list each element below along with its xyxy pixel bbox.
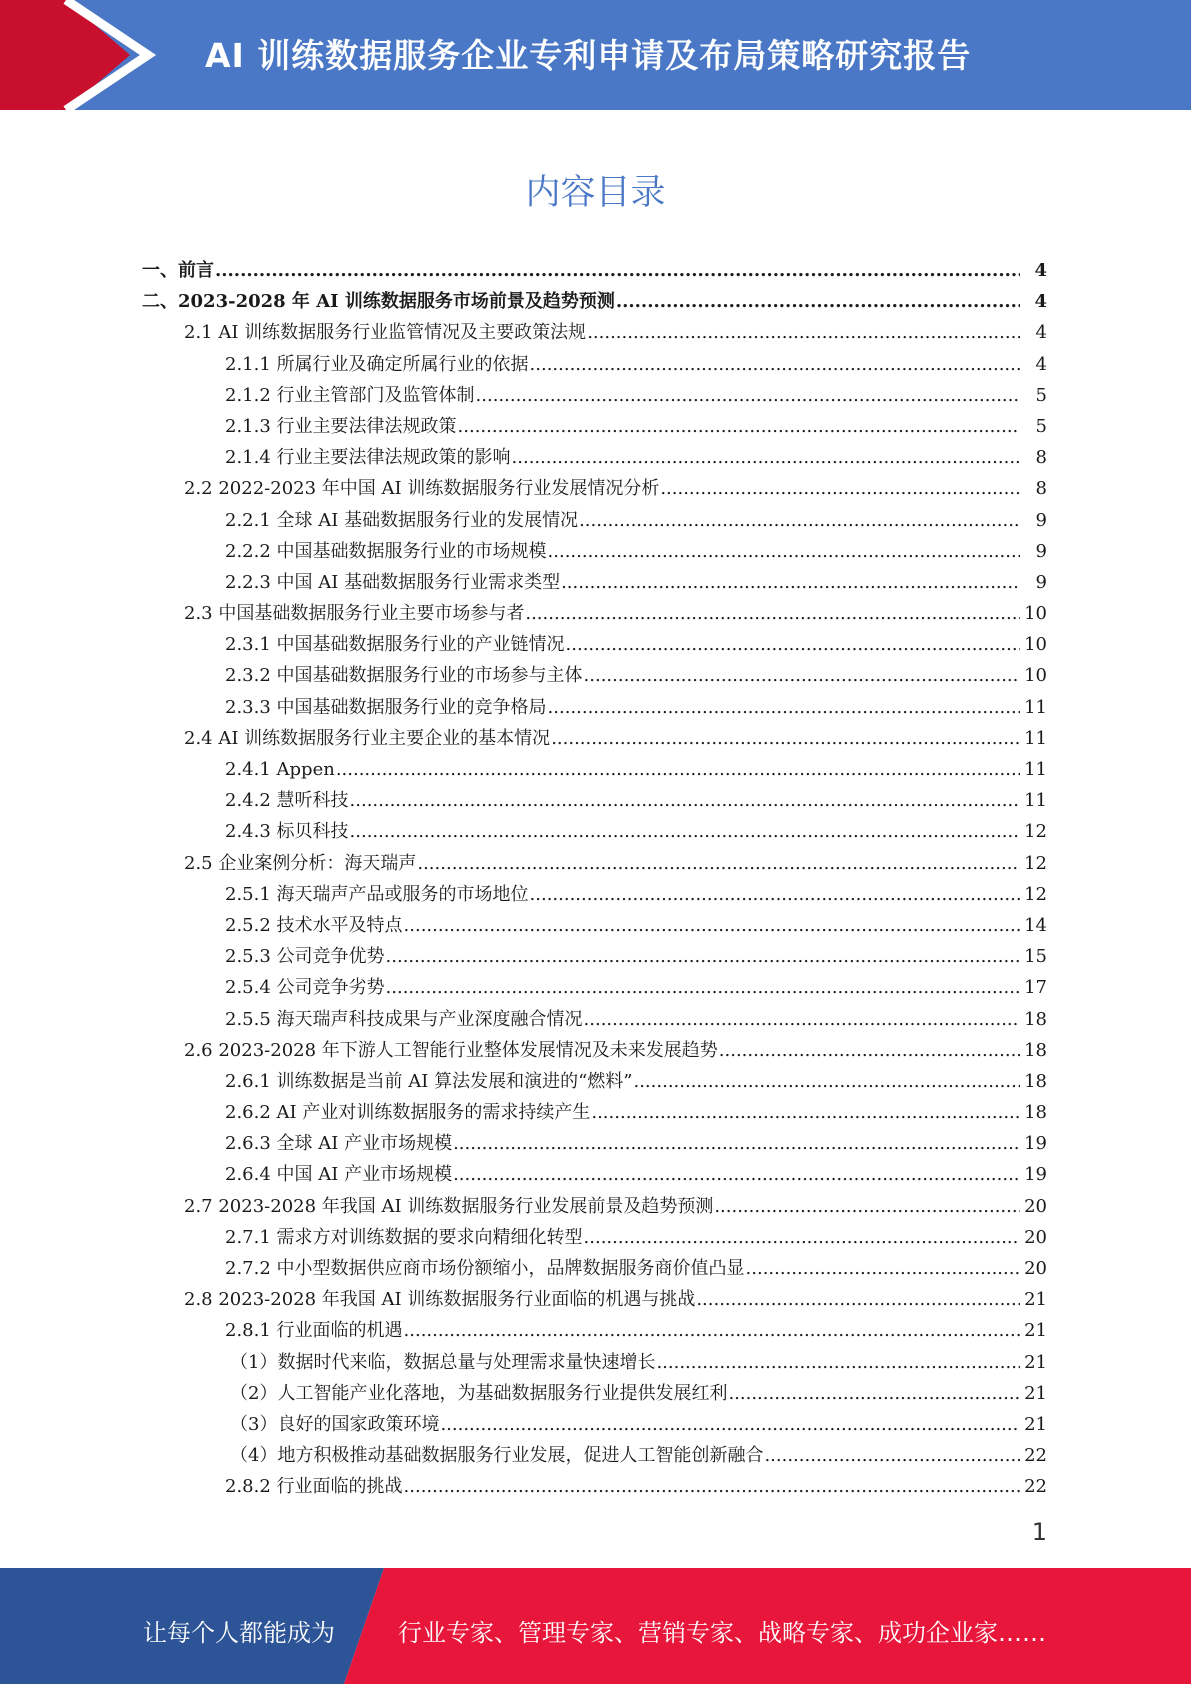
toc-dot-leader: [633, 1066, 1020, 1097]
toc-entry-page: 9: [1035, 509, 1047, 531]
toc-entry-title: 2.7.2 中小型数据供应商市场份额缩小，品牌数据服务商价值凸显: [225, 1258, 745, 1279]
toc-entry[interactable]: [0, 816, 1191, 847]
toc-entry[interactable]: [0, 442, 1191, 473]
toc-entry-page: 10: [1024, 634, 1047, 656]
toc-entry-page: 18: [1024, 1070, 1047, 1092]
toc-dot-leader: [746, 1253, 1020, 1284]
toc-entry[interactable]: [0, 660, 1191, 691]
toc-dot-leader: [404, 910, 1020, 941]
toc-dot-leader: [696, 1284, 1020, 1315]
toc-dot-leader: [530, 879, 1020, 910]
toc-entry[interactable]: [0, 1253, 1191, 1284]
toc-entry-title: 2.3.1 中国基础数据服务行业的产业链情况: [225, 634, 565, 656]
toc-dot-leader: [548, 536, 1020, 567]
toc-entry[interactable]: [0, 567, 1191, 598]
toc-entry-page: 10: [1024, 665, 1047, 687]
toc-entry-title: 2.5.2 技术水平及特点: [225, 914, 403, 936]
toc-entry-title: （4）地方积极推动基础数据服务行业发展，促进人工智能创新融合: [230, 1445, 764, 1467]
toc-entry-page: 20: [1024, 1258, 1047, 1279]
toc-dot-leader: [530, 349, 1020, 380]
toc-entry-page: 4: [1035, 322, 1047, 344]
toc-dot-leader: [417, 848, 1020, 879]
toc-entry-title: 2.5.4 公司竞争劣势: [225, 977, 385, 999]
report-header-band: [0, 0, 1191, 110]
toc-dot-leader: [350, 816, 1020, 847]
toc-entry-title: 2.4.1 Appen: [225, 759, 335, 780]
toc-dot-leader: [656, 1347, 1020, 1378]
toc-entry-page: 5: [1035, 415, 1047, 437]
toc-entry[interactable]: [0, 848, 1191, 879]
toc-entry[interactable]: [0, 692, 1191, 723]
toc-dot-leader: [404, 1315, 1020, 1346]
toc-entry-page: 11: [1024, 759, 1047, 780]
toc-entry-title: 2.6.2 AI 产业对训练数据服务的需求持续产生: [225, 1102, 591, 1124]
toc-entry-title: 一、前言: [142, 260, 214, 281]
toc-entry-page: 18: [1024, 1102, 1047, 1124]
toc-entry-title: 2.1.1 所属行业及确定所属行业的依据: [225, 353, 529, 375]
toc-entry-page: 21: [1024, 1382, 1047, 1404]
toc-dot-leader: [404, 1471, 1020, 1502]
toc-entry[interactable]: [0, 536, 1191, 567]
toc-entry-page: 14: [1024, 914, 1047, 936]
toc-entry-page: 9: [1035, 540, 1047, 562]
footer-banner: [0, 1568, 1191, 1684]
toc-dot-leader: [764, 1440, 1020, 1471]
toc-entry-page: 12: [1024, 852, 1047, 874]
toc-entry[interactable]: [0, 286, 1191, 317]
toc-entry[interactable]: [0, 1004, 1191, 1035]
toc-dot-leader: [561, 567, 1020, 598]
toc-entry-title: 2.3.3 中国基础数据服务行业的竞争格局: [225, 696, 547, 718]
toc-dot-leader: [584, 1222, 1020, 1253]
toc-entry[interactable]: [0, 411, 1191, 442]
toc-dot-leader: [579, 505, 1020, 536]
toc-entry-title: 2.7.1 需求方对训练数据的要求向精细化转型: [225, 1226, 583, 1248]
toc-entry-title: 2.5 企业案例分析：海天瑞声: [184, 852, 417, 874]
toc-entry[interactable]: [0, 1315, 1191, 1346]
toc-entry-page: 18: [1024, 1039, 1047, 1061]
toc-entry-title: 2.2.1 全球 AI 基础数据服务行业的发展情况: [225, 509, 579, 531]
toc-entry[interactable]: [0, 972, 1191, 1003]
toc-entry[interactable]: [0, 1191, 1191, 1222]
toc-entry-title: （1）数据时代来临，数据总量与处理需求量快速增长: [230, 1351, 656, 1373]
toc-entry-title: 2.5.5 海天瑞声科技成果与产业深度融合情况: [225, 1008, 583, 1030]
toc-entry-page: 21: [1024, 1289, 1047, 1311]
toc-entry[interactable]: [0, 629, 1191, 660]
toc-entry-page: 20: [1024, 1195, 1047, 1217]
report-title: AI 训练数据服务企业专利申请及布局策略研究报告: [205, 36, 972, 75]
toc-entry-page: 19: [1024, 1164, 1047, 1186]
toc-entry[interactable]: [0, 1347, 1191, 1378]
toc-dot-leader: [453, 1128, 1020, 1159]
toc-entry-page: 5: [1035, 384, 1047, 406]
toc-entry[interactable]: [0, 473, 1191, 504]
toc-entry-title: 2.6 2023-2028 年下游人工智能行业整体发展情况及未来发展趋势: [184, 1039, 718, 1061]
toc-dot-leader: [719, 1035, 1020, 1066]
toc-entry[interactable]: [0, 941, 1191, 972]
toc-entry-title: （2）人工智能产业化落地，为基础数据服务行业提供发展红利: [230, 1382, 728, 1404]
red-chevron-icon: [0, 0, 160, 110]
toc-entry[interactable]: [0, 317, 1191, 348]
toc-entry-title: 二、2023-2028 年 AI 训练数据服务市场前景及趋势预测: [142, 291, 615, 313]
toc-entry-title: 2.7 2023-2028 年我国 AI 训练数据服务行业发展前景及趋势预测: [184, 1195, 714, 1217]
toc-dot-leader: [386, 941, 1020, 972]
toc-entry-title: 2.2 2022-2023 年中国 AI 训练数据服务行业发展情况分析: [184, 478, 660, 500]
toc-entry[interactable]: [0, 1035, 1191, 1066]
toc-dot-leader: [336, 754, 1020, 785]
toc-heading: 内容目录: [525, 173, 666, 213]
toc-entry-page: 10: [1024, 603, 1047, 625]
toc-entry-title: 2.8.1 行业面临的机遇: [225, 1320, 403, 1342]
toc-entry-title: 2.2.3 中国 AI 基础数据服务行业需求类型: [225, 571, 561, 593]
toc-entry-page: 12: [1024, 883, 1047, 905]
toc-dot-leader: [350, 785, 1020, 816]
toc-dot-leader: [458, 411, 1020, 442]
toc-dot-leader: [584, 1004, 1020, 1035]
toc-entry-title: 2.1.3 行业主要法律法规政策: [225, 415, 457, 437]
toc-dot-leader: [616, 286, 1020, 317]
toc-dot-leader: [714, 1191, 1020, 1222]
toc-entry-page: 21: [1024, 1413, 1047, 1435]
toc-entry-page: 19: [1024, 1133, 1047, 1155]
toc-entry[interactable]: [0, 505, 1191, 536]
toc-entry-title: 2.4.3 标贝科技: [225, 821, 349, 843]
table-of-contents: [0, 255, 1191, 1503]
toc-entry[interactable]: [0, 1066, 1191, 1097]
toc-dot-leader: [440, 1409, 1020, 1440]
toc-entry[interactable]: [0, 1097, 1191, 1128]
toc-entry-title: 2.1.2 行业主管部门及监管体制: [225, 384, 475, 406]
toc-entry-title: 2.1 AI 训练数据服务行业监管情况及主要政策法规: [184, 322, 587, 344]
footer-slogan-right: 行业专家、管理专家、营销专家、战略专家、成功企业家……: [398, 1619, 1046, 1647]
toc-entry-title: 2.6.4 中国 AI 产业市场规模: [225, 1164, 453, 1186]
toc-dot-leader: [584, 660, 1020, 691]
toc-entry-page: 22: [1024, 1445, 1047, 1467]
toc-entry-title: 2.2.2 中国基础数据服务行业的市场规模: [225, 540, 547, 562]
toc-dot-leader: [525, 598, 1020, 629]
toc-entry-page: 17: [1024, 977, 1047, 999]
toc-entry[interactable]: [0, 255, 1191, 286]
toc-dot-leader: [548, 692, 1020, 723]
toc-entry[interactable]: [0, 754, 1191, 785]
toc-entry[interactable]: [0, 785, 1191, 816]
toc-entry-page: 11: [1024, 696, 1047, 718]
toc-dot-leader: [660, 473, 1020, 504]
toc-dot-leader: [512, 442, 1020, 473]
toc-entry-page: 20: [1024, 1226, 1047, 1248]
toc-dot-leader: [728, 1378, 1020, 1409]
toc-dot-leader: [551, 723, 1020, 754]
toc-entry-page: 15: [1024, 946, 1047, 968]
toc-entry-title: 2.8 2023-2028 年我国 AI 训练数据服务行业面临的机遇与挑战: [184, 1289, 696, 1311]
toc-entry-title: 2.4 AI 训练数据服务行业主要企业的基本情况: [184, 727, 551, 749]
toc-entry-page: 21: [1024, 1351, 1047, 1373]
toc-entry[interactable]: [0, 1440, 1191, 1471]
page-number: 1: [1031, 1518, 1047, 1546]
toc-dot-leader: [453, 1159, 1020, 1190]
toc-entry-title: 2.6.3 全球 AI 产业市场规模: [225, 1133, 453, 1155]
toc-entry[interactable]: [0, 1222, 1191, 1253]
toc-entry[interactable]: [0, 598, 1191, 629]
toc-entry[interactable]: [0, 1284, 1191, 1315]
toc-entry-title: 2.4.2 慧听科技: [225, 790, 349, 812]
toc-entry-page: 22: [1024, 1476, 1047, 1498]
toc-entry-title: 2.1.4 行业主要法律法规政策的影响: [225, 447, 511, 469]
toc-entry[interactable]: [0, 1409, 1191, 1440]
toc-entry-title: 2.3.2 中国基础数据服务行业的市场参与主体: [225, 665, 583, 687]
toc-entry[interactable]: [0, 1128, 1191, 1159]
toc-entry-title: 2.8.2 行业面临的挑战: [225, 1476, 403, 1498]
toc-entry-page: 9: [1035, 571, 1047, 593]
toc-entry-page: 18: [1024, 1008, 1047, 1030]
toc-entry-page: 11: [1024, 727, 1047, 749]
toc-entry-page: 11: [1024, 790, 1047, 812]
toc-dot-leader: [566, 629, 1020, 660]
toc-entry-page: 12: [1024, 821, 1047, 843]
toc-entry-title: 2.5.3 公司竞争优势: [225, 946, 385, 968]
toc-entry[interactable]: [0, 1471, 1191, 1502]
toc-entry-page: 8: [1035, 478, 1047, 500]
toc-entry-title: 2.3 中国基础数据服务行业主要市场参与者: [184, 603, 525, 625]
toc-entry-title: 2.6.1 训练数据是当前 AI 算法发展和演进的“燃料”: [225, 1070, 633, 1092]
toc-dot-leader: [591, 1097, 1020, 1128]
toc-entry-page: 4: [1034, 291, 1047, 313]
toc-entry[interactable]: [0, 723, 1191, 754]
toc-entry[interactable]: [0, 380, 1191, 411]
toc-entry-page: 4: [1035, 353, 1047, 375]
toc-dot-leader: [476, 380, 1020, 411]
toc-entry[interactable]: [0, 349, 1191, 380]
toc-entry-page: 8: [1035, 447, 1047, 469]
toc-entry[interactable]: [0, 879, 1191, 910]
toc-dot-leader: [587, 317, 1020, 348]
toc-entry[interactable]: [0, 1159, 1191, 1190]
toc-entry-page: 21: [1024, 1320, 1047, 1342]
toc-dot-leader: [386, 972, 1020, 1003]
toc-dot-leader: [215, 255, 1020, 286]
toc-entry[interactable]: [0, 910, 1191, 941]
toc-entry-title: 2.5.1 海天瑞声产品或服务的市场地位: [225, 883, 529, 905]
toc-entry-title: （3）良好的国家政策环境: [230, 1413, 440, 1435]
toc-entry-page: 4: [1034, 260, 1047, 281]
footer-slogan-left: 让每个人都能成为: [143, 1619, 335, 1647]
toc-entry[interactable]: [0, 1378, 1191, 1409]
